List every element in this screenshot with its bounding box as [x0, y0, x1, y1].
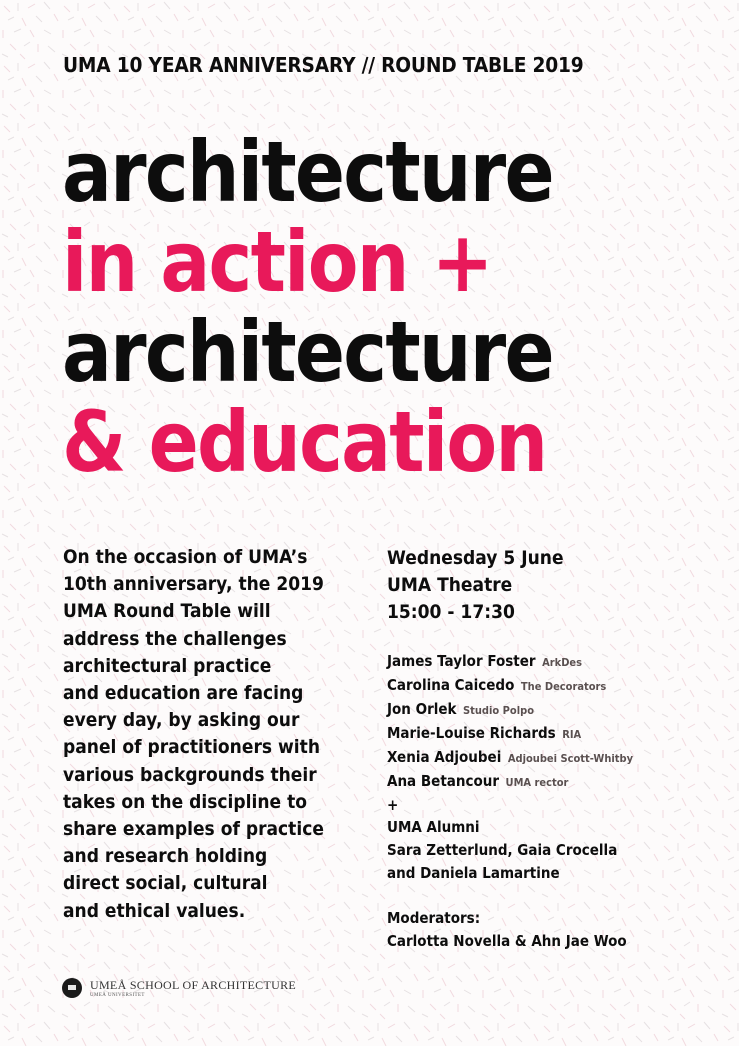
panelist-affiliation: Studio Polpo	[463, 704, 535, 717]
headline-line-2: in action +	[62, 213, 492, 311]
logo-university-name: UMEÅ UNIVERSITET	[90, 992, 145, 998]
alumni-title: UMA Alumni	[387, 818, 480, 836]
description-line: every day, by asking our	[63, 709, 300, 732]
description-line: On the occasion of UMA’s	[63, 546, 308, 568]
event-time: 15:00 - 17:30	[387, 601, 515, 623]
panelist-item	[387, 650, 633, 674]
description-line: 10th anniversary, the 2019	[63, 573, 324, 596]
panelist-affiliation: RIA	[562, 728, 582, 741]
logo-text	[90, 979, 296, 998]
description-line: and ethical values.	[63, 899, 246, 922]
description-line: panel of practitioners with	[63, 736, 321, 759]
description-line: various backgrounds their	[63, 763, 317, 786]
moderators-title: Moderators:	[387, 909, 481, 927]
panelist-item	[387, 770, 633, 794]
event-date: Wednesday 5 June	[387, 547, 564, 569]
plus-separator: +	[387, 796, 399, 814]
description-line: architectural practice	[63, 654, 272, 677]
panelist-name: Jon Orlek	[387, 700, 457, 718]
panelist-name: James Taylor Foster	[387, 652, 536, 670]
panelist-list	[387, 650, 660, 953]
headline	[62, 123, 620, 491]
panelist-affiliation: The Decorators	[520, 680, 607, 693]
panelist-affiliation: UMA rector	[505, 776, 569, 789]
description-line: share examples of practice	[63, 818, 324, 841]
panelist-item	[387, 674, 633, 698]
university-seal-icon	[62, 978, 82, 998]
event-details	[387, 545, 583, 626]
panelist-affiliation: Adjoubei Scott-Whitby	[507, 752, 634, 765]
headline-line-1: architecture	[62, 123, 553, 221]
description-line: and research holding	[63, 845, 268, 868]
panelist-item	[387, 746, 633, 770]
alumni-names-line-1: Sara Zetterlund, Gaia Crocella	[387, 841, 618, 859]
panelist-affiliation: ArkDes	[542, 656, 583, 669]
moderators-names: Carlotta Novella & Ahn Jae Woo	[387, 932, 627, 950]
description-line: direct social, cultural	[63, 872, 268, 895]
spacer	[387, 885, 660, 907]
panelist-name: Marie-Louise Richards	[387, 724, 556, 742]
panelist-name: Xenia Adjoubei	[387, 748, 502, 766]
headline-line-3: architecture	[62, 303, 553, 401]
event-description	[63, 544, 363, 925]
panelist-name: Ana Betancour	[387, 772, 500, 790]
logo-school-name: UMEÅ SCHOOL OF ARCHITECTURE	[90, 977, 297, 992]
alumni-names-line-2: and Daniela Lamartine	[387, 864, 560, 882]
panelist-item	[387, 698, 633, 722]
description-line: takes on the discipline to	[63, 790, 308, 813]
description-line: UMA Round Table will	[63, 600, 271, 623]
event-venue: UMA Theatre	[387, 574, 513, 596]
school-logo	[62, 978, 296, 998]
event-kicker: UMA 10 YEAR ANNIVERSARY // ROUND TABLE 2019	[63, 53, 584, 77]
panelist-item	[387, 722, 633, 746]
description-line: address the challenges	[63, 627, 287, 650]
headline-line-4: & education	[62, 393, 547, 491]
description-line: and education are facing	[63, 682, 304, 705]
panelist-name: Carolina Caicedo	[387, 676, 515, 694]
